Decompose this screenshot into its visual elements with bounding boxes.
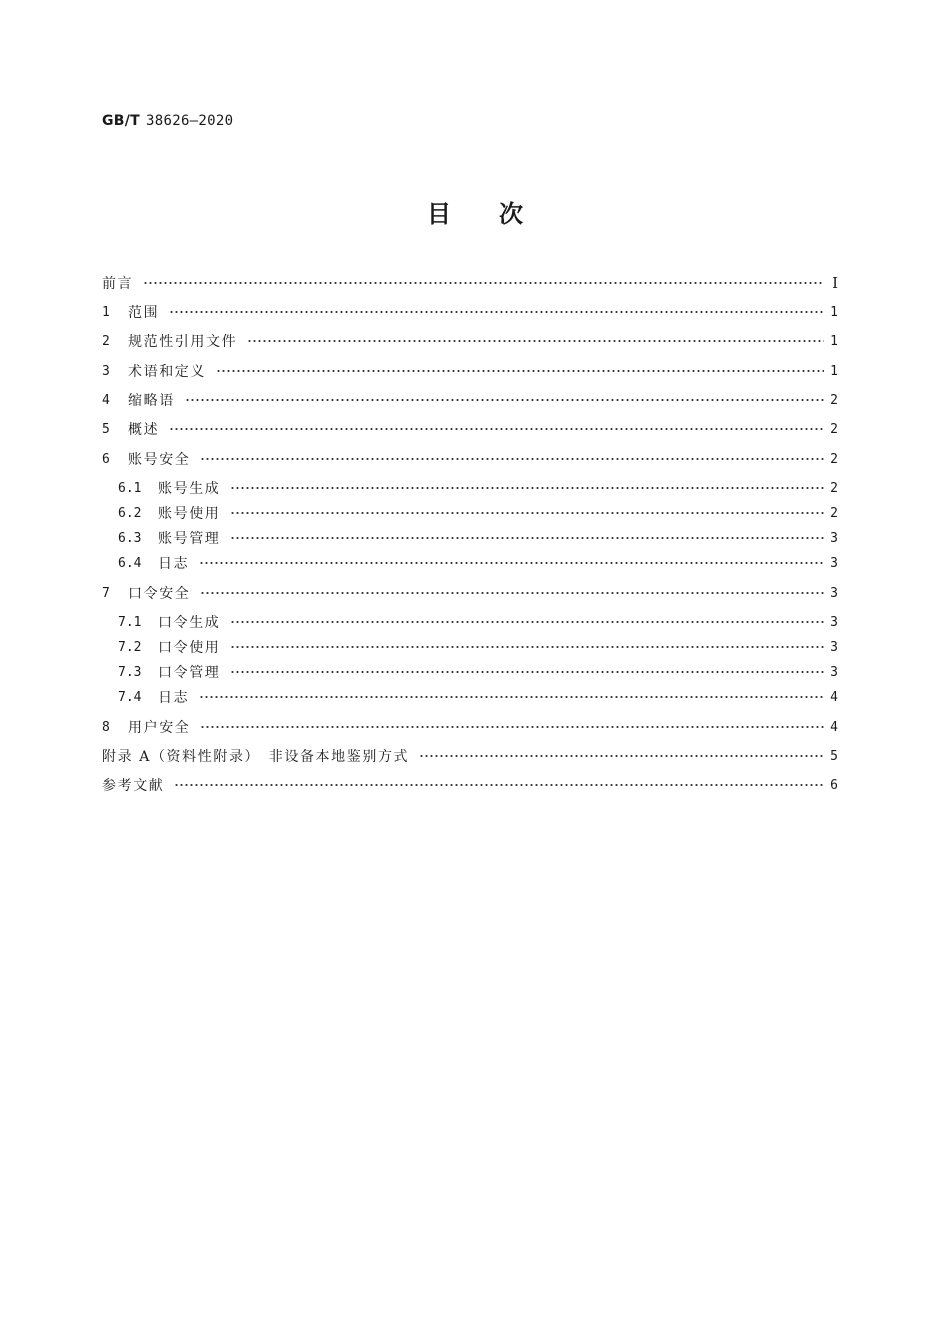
toc-dot-leader <box>200 720 824 734</box>
toc-entry-text <box>102 390 175 410</box>
standard-number: 38626—2020 <box>146 113 234 129</box>
toc-entry-text <box>118 687 189 707</box>
toc-entry-text <box>102 583 190 603</box>
toc-entry[interactable] <box>102 329 838 353</box>
toc-section-label: 概述 <box>128 422 160 438</box>
toc-section-number: 6.4 <box>118 555 142 571</box>
toc-entry-text <box>102 775 164 795</box>
toc-section-label: 日志 <box>158 690 190 706</box>
toc-section-number: 7.1 <box>118 614 142 630</box>
toc-entry-text <box>118 612 220 632</box>
toc-dot-leader <box>216 364 824 378</box>
toc-section-label: 前言 <box>102 276 134 292</box>
toc-section-number: 6 <box>102 451 110 467</box>
toc-entry-text <box>102 273 133 293</box>
toc-entry[interactable] <box>118 551 838 575</box>
toc-section-number: 3 <box>102 363 110 379</box>
toc-entry[interactable] <box>118 685 838 709</box>
toc-section-label: 账号安全 <box>128 452 191 468</box>
toc-section-number: 7.4 <box>118 689 142 705</box>
toc-page-number: 3 <box>830 614 838 630</box>
toc-section-label: 附录 A（资料性附录） 非设备本地鉴别方式 <box>102 749 410 765</box>
toc-dot-leader <box>199 556 824 570</box>
toc-dot-leader <box>230 665 824 679</box>
toc-entry[interactable] <box>102 447 838 471</box>
toc-dot-leader <box>230 481 824 495</box>
toc-section-number: 7 <box>102 585 110 601</box>
toc-section-label: 账号管理 <box>158 531 221 547</box>
toc-entry-text <box>118 553 189 573</box>
toc-section-label: 账号生成 <box>158 481 221 497</box>
toc-dot-leader <box>419 749 824 763</box>
toc-section-label: 账号使用 <box>158 506 221 522</box>
toc-dot-leader <box>230 506 824 520</box>
toc-page-number: 4 <box>830 719 838 735</box>
toc-section-label: 日志 <box>158 556 190 572</box>
toc-section-label: 用户安全 <box>128 720 191 736</box>
toc-entry[interactable] <box>118 476 838 500</box>
toc-entry-text <box>102 746 409 766</box>
toc-section-label: 口令安全 <box>128 586 191 602</box>
toc-section-number: 7.3 <box>118 664 142 680</box>
toc-entry[interactable] <box>118 660 838 684</box>
toc-page-number: 5 <box>830 748 838 764</box>
toc-entry-text <box>118 662 220 682</box>
toc-entry-text <box>118 637 220 657</box>
toc-page-number: 3 <box>830 664 838 680</box>
toc-entry-text <box>102 717 190 737</box>
toc-section-number: 2 <box>102 333 110 349</box>
toc-section-label: 参考文献 <box>102 778 165 794</box>
toc-page-number: 3 <box>830 530 838 546</box>
toc-dot-leader <box>169 422 824 436</box>
toc-entry[interactable] <box>118 635 838 659</box>
toc-entry-text <box>102 302 159 322</box>
toc-entry-text <box>118 528 220 548</box>
toc-dot-leader <box>174 778 824 792</box>
page-title: 目 次 <box>427 200 523 228</box>
toc-dot-leader <box>230 640 824 654</box>
toc-page-number: 1 <box>830 304 838 320</box>
standard-prefix: GB/T <box>102 113 141 129</box>
toc-page-number: 3 <box>830 639 838 655</box>
toc-dot-leader <box>185 393 824 407</box>
toc-page-number: 2 <box>830 392 838 408</box>
toc-section-label: 口令使用 <box>158 640 221 656</box>
toc-entry-text <box>118 503 220 523</box>
toc-dot-leader <box>230 615 824 629</box>
toc-entry[interactable] <box>118 501 838 525</box>
toc-page-number: 3 <box>830 555 838 571</box>
toc-entry-text <box>118 478 220 498</box>
standard-header <box>102 113 233 129</box>
toc-section-number: 6.3 <box>118 530 142 546</box>
toc-section-number: 4 <box>102 392 110 408</box>
toc-entry[interactable] <box>102 744 838 768</box>
toc-page-number: 2 <box>830 505 838 521</box>
toc-entry[interactable] <box>102 300 838 324</box>
toc-entry[interactable] <box>102 271 838 295</box>
toc-page-number: Ⅰ <box>832 274 838 292</box>
toc-page-number: 2 <box>830 421 838 437</box>
toc-section-label: 口令生成 <box>158 615 221 631</box>
toc-dot-leader <box>200 452 824 466</box>
toc-section-label: 术语和定义 <box>128 364 206 380</box>
toc-section-number: 5 <box>102 421 110 437</box>
toc-section-label: 规范性引用文件 <box>128 334 238 350</box>
toc-page-number: 1 <box>830 333 838 349</box>
toc-dot-leader <box>169 305 824 319</box>
toc-page-number: 6 <box>830 777 838 793</box>
toc-entry[interactable] <box>102 715 838 739</box>
toc-section-label: 口令管理 <box>158 665 221 681</box>
toc-entry[interactable] <box>102 359 838 383</box>
toc-entry[interactable] <box>102 581 838 605</box>
toc-section-number: 1 <box>102 304 110 320</box>
toc-entry[interactable] <box>118 610 838 634</box>
toc-section-number: 6.2 <box>118 505 142 521</box>
toc-entry[interactable] <box>102 388 838 412</box>
toc-entry-text <box>102 361 206 381</box>
toc-entry[interactable] <box>118 526 838 550</box>
toc-entry-text <box>102 419 159 439</box>
toc-dot-leader <box>200 586 824 600</box>
toc-dot-leader <box>199 690 824 704</box>
toc-entry-text <box>102 449 190 469</box>
toc-page-number: 3 <box>830 585 838 601</box>
toc-dot-leader <box>230 531 824 545</box>
toc-section-number: 6.1 <box>118 480 142 496</box>
toc-section-number: 8 <box>102 719 110 735</box>
toc-page-number: 1 <box>830 363 838 379</box>
toc-entry[interactable] <box>102 773 838 797</box>
toc-page-number: 4 <box>830 689 838 705</box>
toc-section-number: 7.2 <box>118 639 142 655</box>
toc-dot-leader <box>143 276 824 290</box>
toc-dot-leader <box>247 334 824 348</box>
toc-page-number: 2 <box>830 480 838 496</box>
toc-page-number: 2 <box>830 451 838 467</box>
toc-section-label: 范围 <box>128 305 160 321</box>
toc-section-label: 缩略语 <box>128 393 175 409</box>
toc-entry-text <box>102 331 237 351</box>
toc-entry[interactable] <box>102 417 838 441</box>
